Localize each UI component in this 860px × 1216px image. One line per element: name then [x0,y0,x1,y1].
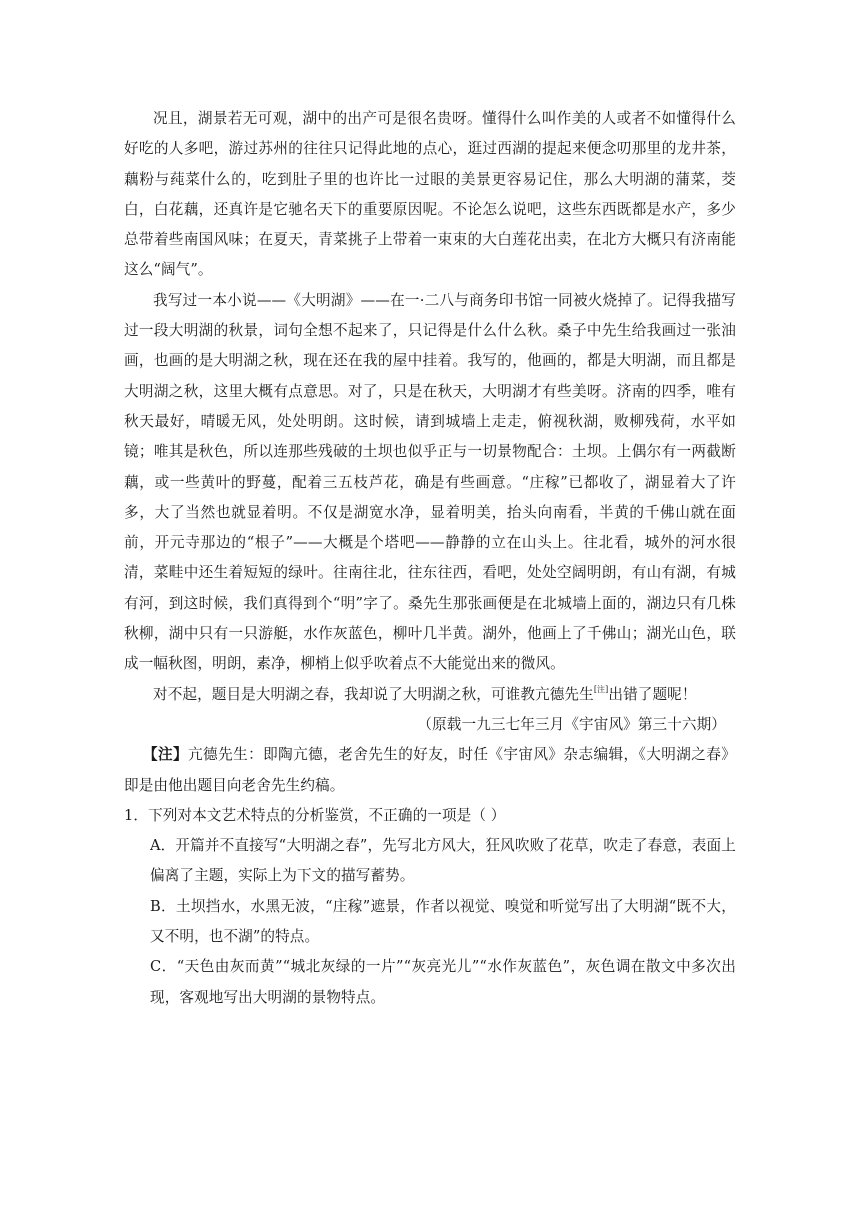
paragraph-autumn: 我写过一本小说——《大明湖》——在一·二八与商务印书馆一同被火烧掉了。记得我描写过一段大明湖的秋景，词句全想不起来了，只记得是什么什么秋。桑子中先生给我画过一张油画，也画的是大明湖之秋，现在还在我的屋中挂着。我写的，他画的，都是大明湖，而且都是大明湖之秋，这里大概有点意思。对了，只是在秋天，大明湖才有些美呀。济南的四季，唯有秋天最好，晴暖无风，处处明朗。这时候，请到城墙上走走，俯视秋湖，败柳残荷，水平如镜；唯其是秋色，所以连那些残破的土坝也似乎正与一切景物配合：土坝。上偶尔有一两截断藕，或一些黄叶的野蔓，配着三五枝芦花，确是有些画意。“庄稼”已都收了，湖显着大了许多，大了当然也就显着明。不仅是湖宽水净，显着明美，抬头向南看，半黄的千佛山就在面前，开元寺那边的“根子”——大概是个塔吧——静静的立在山头上。往北看，城外的河水很清，菜畦中还生着短短的绿叶。往南往北，往东往西，看吧，处处空阔明朗，有山有湖，有城有河，到这时候，我们真得到个“明”字了。桑先生那张画便是在北城墙上面的，湖边只有几株秋柳，湖中只有一只游艇，水作灰蓝色，柳叶几半黄。湖外，他画上了千佛山；湖光山色，联成一幅秋图，明朗，素净，柳梢上似乎吹着点不大能觉出来的微风。 [124,291,736,673]
footnote-text: 亢德先生：即陶亢德，老舍先生的好友，时任《宇宙风》杂志编辑，《大明湖之春》即是由他出题目向老舍先生约稿。 [124,746,736,794]
footnote-marker: [注] [593,684,609,694]
paragraph-produce: 况且，湖景若无可观，湖中的出产可是很名贵呀。懂得什么叫作美的人或者不如懂得什么好吃的人多吧，游过苏州的往往只记得此地的点心，逛过西湖的提起来便念叨那里的龙井茶，藕粉与莼菜什么的，吃到肚子里的也许比一过眼的美景更容易记住，那么大明湖的蒲菜，茭白，白花藕，还真许是它驰名天下的重要原因呢。不论怎么说吧，这些东西既都是水产，多少总带着些南国风味；在夏天，青菜挑子上带着一束束的大白莲花出卖，在北方大概只有济南能这么“阔气”。 [124,110,736,279]
paragraph-apology [124,680,736,710]
option-b: B．土坝挡水，水黑无波，“庄稼”遮景，作者以视觉、嗅觉和听觉写出了大明湖“既不大，又不明，也不湖”的特点。 [150,897,736,946]
apology-text-end: 出错了题呢！ [608,685,697,703]
source-citation: （原载一九三七年三月《宇宙风》第三十六期） [417,715,726,733]
footnote [124,740,736,801]
question-stem: 1．下列对本文艺术特点的分析鉴赏，不正确的一项是（ ） [124,806,506,824]
apology-text-start: 对不起，题目是大明湖之春，我却说了大明湖之秋，可谁教亢德先生 [153,685,594,703]
option-a: A．开篇并不直接写“大明湖之春”，先写北方风大，狂风吹败了花草，吹走了春意，表面上偏离了主题，实际上为下文的描写蓄势。 [150,837,736,885]
document-page [124,104,736,1013]
option-c: C．“天色由灰而黄”“城北灰绿的一片”“灰亮光儿”“水作灰蓝色”，灰色调在散文中多次出现，客观地写出大明湖的景物特点。 [150,958,736,1006]
footnote-label: 【注】 [143,746,189,764]
